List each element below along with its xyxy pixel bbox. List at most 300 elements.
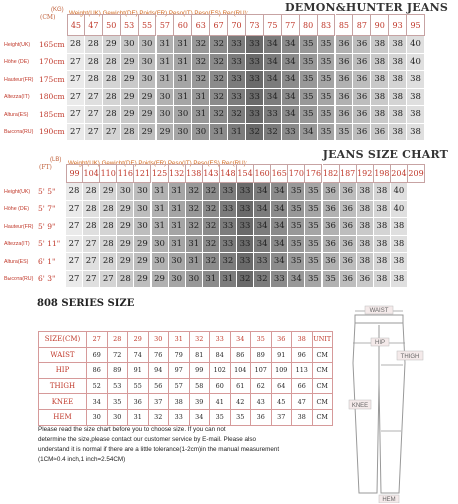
size-cell: 31 (157, 54, 175, 72)
size-cell: 32 (186, 201, 203, 219)
row-language-label: Высота(RU) (4, 276, 34, 283)
size-cell: 36 (353, 89, 371, 107)
row-height-value: 5' 7" (38, 204, 65, 213)
size-cell: 38 (391, 271, 408, 289)
column-header: 85 (336, 14, 354, 36)
size-cell: 38 (389, 36, 407, 54)
size-cell: 27 (67, 71, 85, 89)
size-cell: 27 (66, 236, 83, 254)
row-language-label: Altura(ES) (4, 258, 29, 265)
size-cell: 38 (407, 89, 425, 107)
size-cell: 35 (300, 106, 318, 124)
series-cell: 76 (148, 347, 169, 363)
row-height-value: 190cm (39, 127, 65, 137)
size-cell: 35 (318, 54, 336, 72)
size-cell: 32 (237, 271, 254, 289)
unit-label: (KG) (51, 7, 64, 13)
size-cell: 40 (391, 183, 408, 201)
size-cell: 38 (407, 106, 425, 124)
series-cell: 36 (251, 409, 272, 425)
size-cell: 36 (353, 124, 371, 142)
size-cell: 29 (134, 236, 151, 254)
size-cell: 33 (246, 89, 264, 107)
size-cell: 30 (139, 71, 157, 89)
size-cell: 27 (85, 106, 103, 124)
row-language-label: Höhe (DE) (4, 59, 30, 66)
series-row (39, 332, 333, 348)
series-row (39, 409, 333, 425)
size-cell: 29 (121, 54, 139, 72)
size-cell: 27 (85, 124, 103, 142)
size-cell: 28 (117, 271, 134, 289)
size-cell: 35 (323, 271, 340, 289)
size-cell: 38 (374, 271, 391, 289)
series-cell: 31 (128, 409, 149, 425)
series-size-table (38, 331, 333, 426)
series-cell: 35 (230, 409, 251, 425)
column-header: 53 (121, 14, 139, 36)
size-cell: 34 (288, 271, 305, 289)
size-cell: 38 (357, 183, 374, 201)
series-row (39, 363, 333, 379)
size-cell: 38 (357, 201, 374, 219)
size-cell: 30 (152, 236, 169, 254)
size-cell: 36 (336, 89, 354, 107)
size-cell: 27 (66, 218, 83, 236)
size-cell: 35 (288, 236, 305, 254)
size-cell: 32 (246, 124, 264, 142)
series-cell: CM (312, 394, 333, 410)
series-cell: 62 (251, 378, 272, 394)
size-cell: 31 (210, 124, 228, 142)
size-cell: 27 (67, 89, 85, 107)
size-cell: 31 (152, 218, 169, 236)
column-header: 121 (134, 164, 151, 183)
series-cell: 38 (169, 394, 190, 410)
row-height-value: 6' 3" (38, 274, 65, 283)
row-language-label: Hauteur(FR) (4, 223, 34, 230)
size-cell: 36 (340, 271, 357, 289)
size-cell: 36 (323, 201, 340, 219)
size-cell: 32 (210, 106, 228, 124)
column-header: 176 (305, 164, 322, 183)
hip-label: HIP (374, 340, 386, 346)
column-header: 70 (228, 14, 246, 36)
size-cell: 28 (103, 71, 121, 89)
size-cell: 36 (340, 236, 357, 254)
size-cell: 28 (100, 218, 117, 236)
row-height-value: 5' 11" (38, 239, 65, 248)
series-cell: 81 (189, 347, 210, 363)
series-cell: 30 (148, 332, 169, 348)
size-cell: 35 (288, 183, 305, 201)
size-cell: 28 (85, 71, 103, 89)
size-cell: 34 (271, 218, 288, 236)
size-cell: 35 (288, 201, 305, 219)
size-cell: 28 (100, 201, 117, 219)
size-cell: 29 (117, 201, 134, 219)
column-header: 192 (357, 164, 374, 183)
size-cell: 27 (85, 89, 103, 107)
series-cell: 38 (292, 332, 313, 348)
series-cell: 32 (189, 332, 210, 348)
series-cell: 89 (107, 363, 128, 379)
series-cell: 31 (169, 332, 190, 348)
size-cell: 36 (323, 253, 340, 271)
series-cell: 113 (292, 363, 313, 379)
row-language-label: Altezza(IT) (4, 94, 30, 101)
size-cell: 29 (139, 106, 157, 124)
series-cell: 58 (189, 378, 210, 394)
size-cell: 34 (271, 253, 288, 271)
size-cell: 40 (407, 36, 425, 54)
column-header: 83 (318, 14, 336, 36)
column-header: 138 (186, 164, 203, 183)
size-cell: 29 (121, 71, 139, 89)
column-header: 75 (264, 14, 282, 36)
series-cell: 61 (230, 378, 251, 394)
size-cell: 30 (169, 271, 186, 289)
series-cell: 45 (271, 394, 292, 410)
size-cell: 33 (237, 183, 254, 201)
size-chart-title: JEANS SIZE CHART (322, 148, 448, 161)
size-cell: 29 (157, 124, 175, 142)
column-header: 90 (371, 14, 389, 36)
size-cell: 34 (300, 124, 318, 142)
row-height-value: 6' 1" (38, 257, 65, 266)
series-row-label: SIZE(CM) (39, 332, 87, 348)
size-cell: 28 (100, 253, 117, 271)
size-cell: 33 (228, 71, 246, 89)
size-cell: 30 (157, 106, 175, 124)
knee-label: KNEE (351, 403, 369, 409)
size-cell: 38 (389, 89, 407, 107)
size-cell: 36 (353, 106, 371, 124)
size-cell: 30 (134, 201, 151, 219)
row-height-value: 5' 5" (38, 187, 65, 196)
size-cell: 28 (83, 201, 100, 219)
size-cell: 30 (152, 253, 169, 271)
series-cell: 102 (210, 363, 231, 379)
size-cell: 29 (117, 236, 134, 254)
unit-label-secondary: (CM) (40, 14, 56, 21)
size-cell: 33 (246, 71, 264, 89)
size-cell: 31 (203, 271, 220, 289)
size-cell: 27 (66, 201, 83, 219)
size-cell: 38 (374, 253, 391, 271)
column-header: 125 (152, 164, 169, 183)
chart-header-labels: Weight(UK) Gewicht(DE) Poids(FR) Peso(IT) Peso(ES) Rec(RU): (69, 10, 249, 17)
column-header: 55 (139, 14, 157, 36)
size-cell: 33 (237, 218, 254, 236)
series-cell: 55 (128, 378, 149, 394)
size-cell: 35 (305, 236, 322, 254)
chart-header-labels: Weight(UK) Gewicht(DE) Poids(FR) Peso(IT) Peso(ES) Rec(RU): (68, 160, 248, 167)
series-cell: 43 (251, 394, 272, 410)
size-cell: 32 (186, 218, 203, 236)
size-cell: 33 (228, 36, 246, 54)
size-cell: 29 (139, 124, 157, 142)
series-cell: 34 (189, 409, 210, 425)
size-cell: 36 (353, 36, 371, 54)
series-cell: 91 (128, 363, 149, 379)
size-cell: 35 (318, 89, 336, 107)
size-cell: 32 (203, 236, 220, 254)
size-cell: 35 (305, 201, 322, 219)
pants-waistband (355, 315, 403, 323)
size-cell: 30 (174, 124, 192, 142)
column-header: 93 (389, 14, 407, 36)
row-height-value: 5' 9" (38, 222, 65, 231)
column-header: 87 (353, 14, 371, 36)
size-cell: 30 (174, 106, 192, 124)
size-cell: 33 (271, 271, 288, 289)
size-cell: 33 (246, 54, 264, 72)
size-cell: 30 (157, 89, 175, 107)
series-cell: CM (312, 363, 333, 379)
series-cell: 52 (87, 378, 108, 394)
row-height-value: 175cm (39, 74, 65, 84)
size-cell: 33 (220, 236, 237, 254)
column-header: 187 (340, 164, 357, 183)
size-cell: 34 (264, 36, 282, 54)
size-cell: 34 (271, 201, 288, 219)
size-cell: 30 (186, 271, 203, 289)
series-cell: 38 (292, 409, 313, 425)
size-cell: 27 (83, 253, 100, 271)
size-cell: 38 (371, 89, 389, 107)
series-cell: 53 (107, 378, 128, 394)
column-header: 99 (66, 164, 83, 183)
size-cell: 27 (83, 236, 100, 254)
size-cell: 35 (300, 54, 318, 72)
column-header: 67 (210, 14, 228, 36)
column-header: 116 (117, 164, 134, 183)
series-cell: 89 (251, 347, 272, 363)
size-cell: 28 (83, 218, 100, 236)
series-row-label: HEM (39, 409, 87, 425)
column-header: 63 (192, 14, 210, 36)
size-cell: 36 (336, 106, 354, 124)
size-cell: 33 (220, 183, 237, 201)
size-cell: 34 (264, 89, 282, 107)
size-cell: 27 (66, 271, 83, 289)
column-header: 45 (67, 14, 85, 36)
column-header: 170 (288, 164, 305, 183)
series-cell: 33 (210, 332, 231, 348)
series-cell: 34 (87, 394, 108, 410)
size-cell: 38 (391, 218, 408, 236)
size-cell: 38 (371, 71, 389, 89)
series-row-label: KNEE (39, 394, 87, 410)
size-cell: 31 (152, 183, 169, 201)
series-cell: CM (312, 378, 333, 394)
size-cell: 36 (323, 218, 340, 236)
size-cell: 36 (336, 54, 354, 72)
size-cell: 35 (288, 253, 305, 271)
note-line: Please read the size chart before you to choose size. If you can not (38, 426, 226, 433)
size-cell: 34 (282, 54, 300, 72)
size-cell: 36 (336, 71, 354, 89)
size-cell: 34 (271, 183, 288, 201)
series-row (39, 347, 333, 363)
note-line: understand it is normal if there are a little tolerance(1-2cm)in the manual measurement (38, 446, 280, 453)
size-cell: 36 (340, 201, 357, 219)
size-cell: 27 (100, 271, 117, 289)
row-language-label: Height(UK) (4, 41, 31, 48)
series-cell: 104 (230, 363, 251, 379)
size-cell: 35 (318, 106, 336, 124)
size-cell: 32 (228, 106, 246, 124)
column-header: 73 (246, 14, 264, 36)
size-cell: 31 (174, 36, 192, 54)
series-cell: 72 (107, 347, 128, 363)
size-cell: 35 (300, 89, 318, 107)
size-cell: 30 (117, 183, 134, 201)
note-line: (1CM≈0.4 inch,1 inch=2.54CM) (38, 456, 126, 463)
size-cell: 29 (152, 271, 169, 289)
size-cell: 35 (305, 218, 322, 236)
size-cell: 31 (174, 89, 192, 107)
size-cell: 30 (169, 253, 186, 271)
series-cell: 64 (271, 378, 292, 394)
series-cell: 34 (230, 332, 251, 348)
size-cell: 33 (237, 236, 254, 254)
series-cell: 29 (128, 332, 149, 348)
size-cell: 34 (254, 218, 271, 236)
column-header: 154 (237, 164, 254, 183)
size-cell: 31 (192, 89, 210, 107)
size-cell: 32 (210, 36, 228, 54)
size-cell: 36 (336, 36, 354, 54)
size-cell: 29 (103, 36, 121, 54)
series-cell: 60 (210, 378, 231, 394)
size-cell: 28 (67, 36, 85, 54)
size-cell: 38 (389, 124, 407, 142)
size-cell: 38 (374, 236, 391, 254)
size-cell: 33 (220, 201, 237, 219)
series-cell: 30 (87, 409, 108, 425)
size-cell: 36 (357, 271, 374, 289)
size-cell: 32 (192, 71, 210, 89)
series-cell: 30 (107, 409, 128, 425)
series-row-label: HIP (39, 363, 87, 379)
size-cell: 35 (300, 36, 318, 54)
series-row-label: THIGH (39, 378, 87, 394)
size-cell: 32 (192, 36, 210, 54)
series-cell: CM (312, 347, 333, 363)
hem-label: HEM (382, 497, 396, 503)
size-cell: 31 (169, 236, 186, 254)
row-language-label: Altura(ES) (4, 111, 29, 118)
row-language-label: Hauteur(FR) (4, 76, 34, 83)
size-cell: 31 (192, 106, 210, 124)
size-cell: 33 (264, 106, 282, 124)
series-cell: CM (312, 409, 333, 425)
size-cell: 31 (228, 124, 246, 142)
size-cell: 36 (323, 236, 340, 254)
size-cell: 32 (186, 183, 203, 201)
series-cell: UNIT (312, 332, 333, 348)
size-cell: 34 (282, 89, 300, 107)
column-header: 143 (203, 164, 220, 183)
row-height-value: 165cm (39, 39, 65, 49)
size-cell: 30 (139, 36, 157, 54)
size-cell: 29 (117, 218, 134, 236)
size-cell: 38 (391, 253, 408, 271)
size-cell: 30 (134, 218, 151, 236)
size-cell: 36 (353, 54, 371, 72)
size-cell: 27 (67, 124, 85, 142)
series-cell: 37 (148, 394, 169, 410)
size-cell: 34 (264, 71, 282, 89)
size-cell: 34 (282, 106, 300, 124)
series-cell: 57 (169, 378, 190, 394)
size-cell: 33 (254, 253, 271, 271)
size-cell: 38 (357, 253, 374, 271)
size-cell: 29 (121, 89, 139, 107)
series-row (39, 394, 333, 410)
size-cell: 29 (100, 183, 117, 201)
size-cell: 29 (121, 106, 139, 124)
column-header: 160 (254, 164, 271, 183)
unit-label: (LB) (50, 157, 62, 163)
series-cell: 41 (210, 394, 231, 410)
size-cell: 32 (192, 54, 210, 72)
row-height-value: 180cm (39, 92, 65, 102)
series-cell: 33 (169, 409, 190, 425)
size-cell: 30 (139, 54, 157, 72)
series-cell: 79 (169, 347, 190, 363)
size-cell: 34 (282, 71, 300, 89)
size-cell: 28 (85, 36, 103, 54)
series-cell: 37 (271, 409, 292, 425)
series-cell: 27 (87, 332, 108, 348)
size-cell: 35 (288, 218, 305, 236)
series-row-label: WAIST (39, 347, 87, 363)
series-cell: 66 (292, 378, 313, 394)
series-cell: 94 (148, 363, 169, 379)
column-header: 57 (157, 14, 175, 36)
row-language-label: Высота(RU) (4, 129, 34, 136)
series-cell: 47 (292, 394, 313, 410)
row-language-label: Altezza(IT) (4, 241, 30, 248)
size-cell: 38 (371, 36, 389, 54)
size-cell: 28 (103, 89, 121, 107)
size-cell: 32 (220, 253, 237, 271)
size-cell: 36 (323, 183, 340, 201)
size-cell: 34 (254, 236, 271, 254)
column-header: 182 (323, 164, 340, 183)
column-header: 110 (100, 164, 117, 183)
size-cell: 30 (134, 183, 151, 201)
series-cell: 28 (107, 332, 128, 348)
size-cell: 36 (340, 218, 357, 236)
size-cell: 33 (220, 218, 237, 236)
series-cell: 39 (189, 394, 210, 410)
size-cell: 34 (254, 183, 271, 201)
size-cell: 36 (371, 124, 389, 142)
column-header: 80 (300, 14, 318, 36)
note-line: determine the size,please contact our customer service by E-mail. Please also (38, 436, 257, 443)
series-cell: 99 (189, 363, 210, 379)
size-cell: 36 (353, 71, 371, 89)
series-cell: 84 (210, 347, 231, 363)
row-height-value: 185cm (39, 109, 65, 119)
series-cell: 35 (107, 394, 128, 410)
series-cell: 35 (210, 409, 231, 425)
size-cell: 38 (389, 106, 407, 124)
